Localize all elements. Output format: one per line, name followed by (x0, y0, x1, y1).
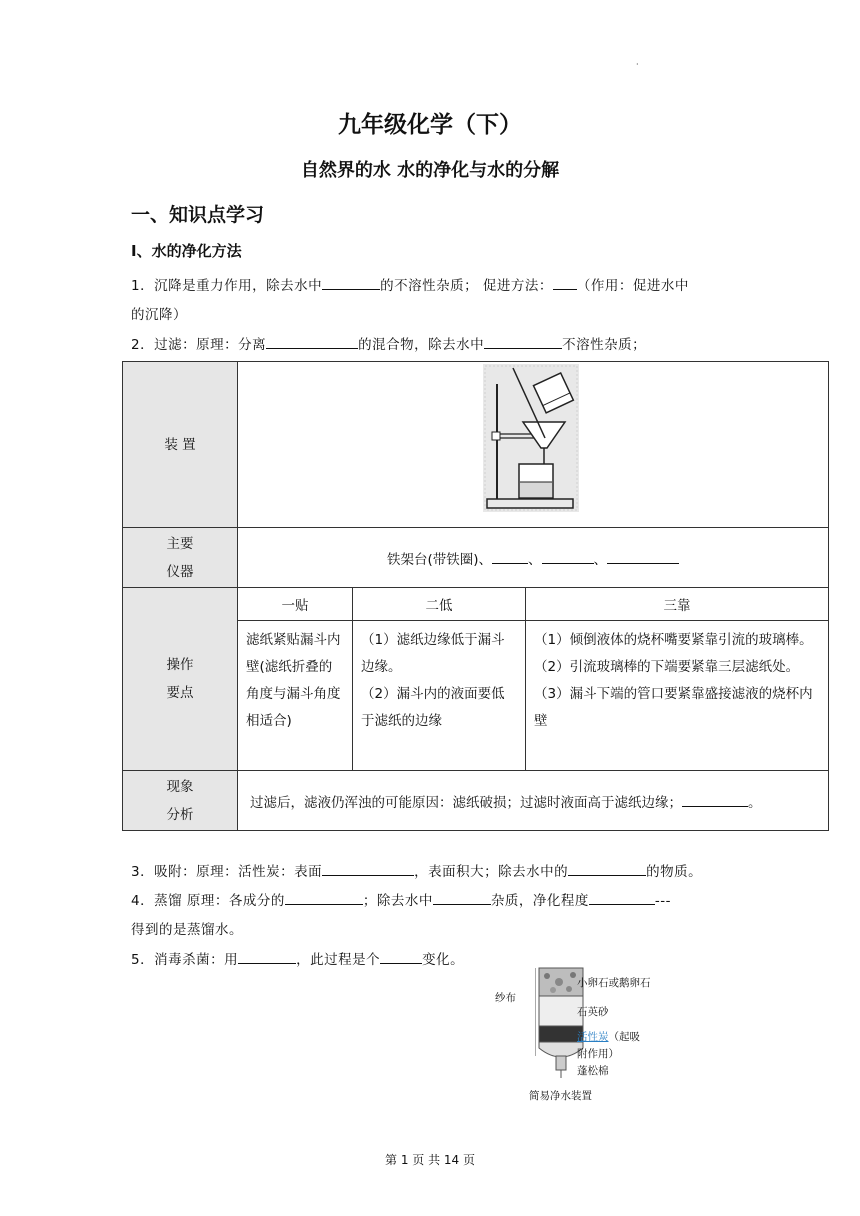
blank[interactable] (433, 892, 491, 905)
blank[interactable] (285, 892, 363, 905)
blank[interactable] (682, 794, 748, 807)
item-3: 3．吸附：原理：活性炭：表面 ，表面积大；除去水中的 的物质。 (131, 864, 703, 880)
page-title: 九年级化学（下） (338, 112, 522, 138)
water-purifier-figure (495, 962, 665, 1112)
blank[interactable] (607, 551, 679, 564)
label-adsorption: 附作用） (577, 1048, 619, 1060)
analysis-cell: 过滤后，滤液仍浑浊的可能原因：滤纸破损；过滤时液面高于滤纸边缘； 。 (238, 771, 829, 831)
op-3-cell: （1）倾倒液体的烧杯嘴要紧靠引流的玻璃棒。 （2）引流玻璃棒的下端要紧靠三层滤纸处。 （3）漏斗下端的管口要紧靠盛接滤液的烧杯内壁 (526, 621, 829, 771)
blank[interactable] (380, 951, 422, 964)
row-label-device: 装 置 (123, 362, 238, 528)
page-dot: · (636, 60, 639, 69)
instruments-cell: 铁架台(带铁圈)、 、 、 (238, 528, 829, 588)
section-heading: 一、知识点学习 (131, 204, 265, 226)
blank[interactable] (589, 892, 655, 905)
label-pebbles: 小卵石或鹅卵石 (577, 977, 651, 989)
op-2-cell: （1）滤纸边缘低于漏斗边缘。 （2）漏斗内的液面要低于滤纸的边缘 (353, 621, 526, 771)
page-subtitle: 自然界的水 水的净化与水的分解 (300, 160, 560, 181)
item-2: 2．过滤：原理：分离 的混合物，除去水中 不溶性杂质； (131, 337, 647, 353)
item-4: 4．蒸馏 原理：各成分的 ；除去水中 杂质，净化程度 --- (131, 893, 672, 909)
col-header-2: 二低 (353, 588, 526, 621)
row-label-analysis: 现象 分析 (123, 771, 238, 831)
blank[interactable] (484, 336, 562, 349)
item-4-cont: 得到的是蒸馏水。 (131, 922, 243, 938)
label-quartz-sand: 石英砂 (577, 1006, 609, 1018)
device-figure-cell (238, 362, 829, 528)
figure-caption: 简易净水装置 (529, 1090, 592, 1102)
blank[interactable] (238, 951, 296, 964)
label-gauze: 纱布 (495, 992, 516, 1004)
page-footer: 第 1 页 共 14 页 (385, 1153, 475, 1167)
row-label-operation: 操作 要点 (123, 588, 238, 771)
blank[interactable] (322, 277, 380, 290)
row-label-instruments: 主要 仪器 (123, 528, 238, 588)
item-5: 5．消毒杀菌：用 ，此过程是个 变化。 (131, 952, 465, 968)
item-1-cont: 的沉降） (131, 307, 187, 323)
col-header-3: 三靠 (526, 588, 829, 621)
blank[interactable] (568, 863, 646, 876)
blank[interactable] (322, 863, 414, 876)
item-1: 1．沉降是重力作用，除去水中 的不溶性杂质； 促进方法： （作用：促进水中 (131, 278, 689, 294)
blank[interactable] (266, 336, 358, 349)
label-activated-carbon: 活性炭（起吸 (577, 1031, 640, 1043)
blank[interactable] (492, 551, 528, 564)
blank[interactable] (553, 277, 577, 290)
subsection-heading: Ⅰ、水的净化方法 (131, 242, 242, 260)
op-1-cell: 滤纸紧贴漏斗内壁(滤纸折叠的角度与漏斗角度相适合) (238, 621, 353, 771)
label-cotton: 蓬松棉 (577, 1065, 609, 1077)
col-header-1: 一贴 (238, 588, 353, 621)
filtration-apparatus-figure (483, 364, 579, 512)
filtration-table (122, 361, 829, 831)
blank[interactable] (542, 551, 594, 564)
